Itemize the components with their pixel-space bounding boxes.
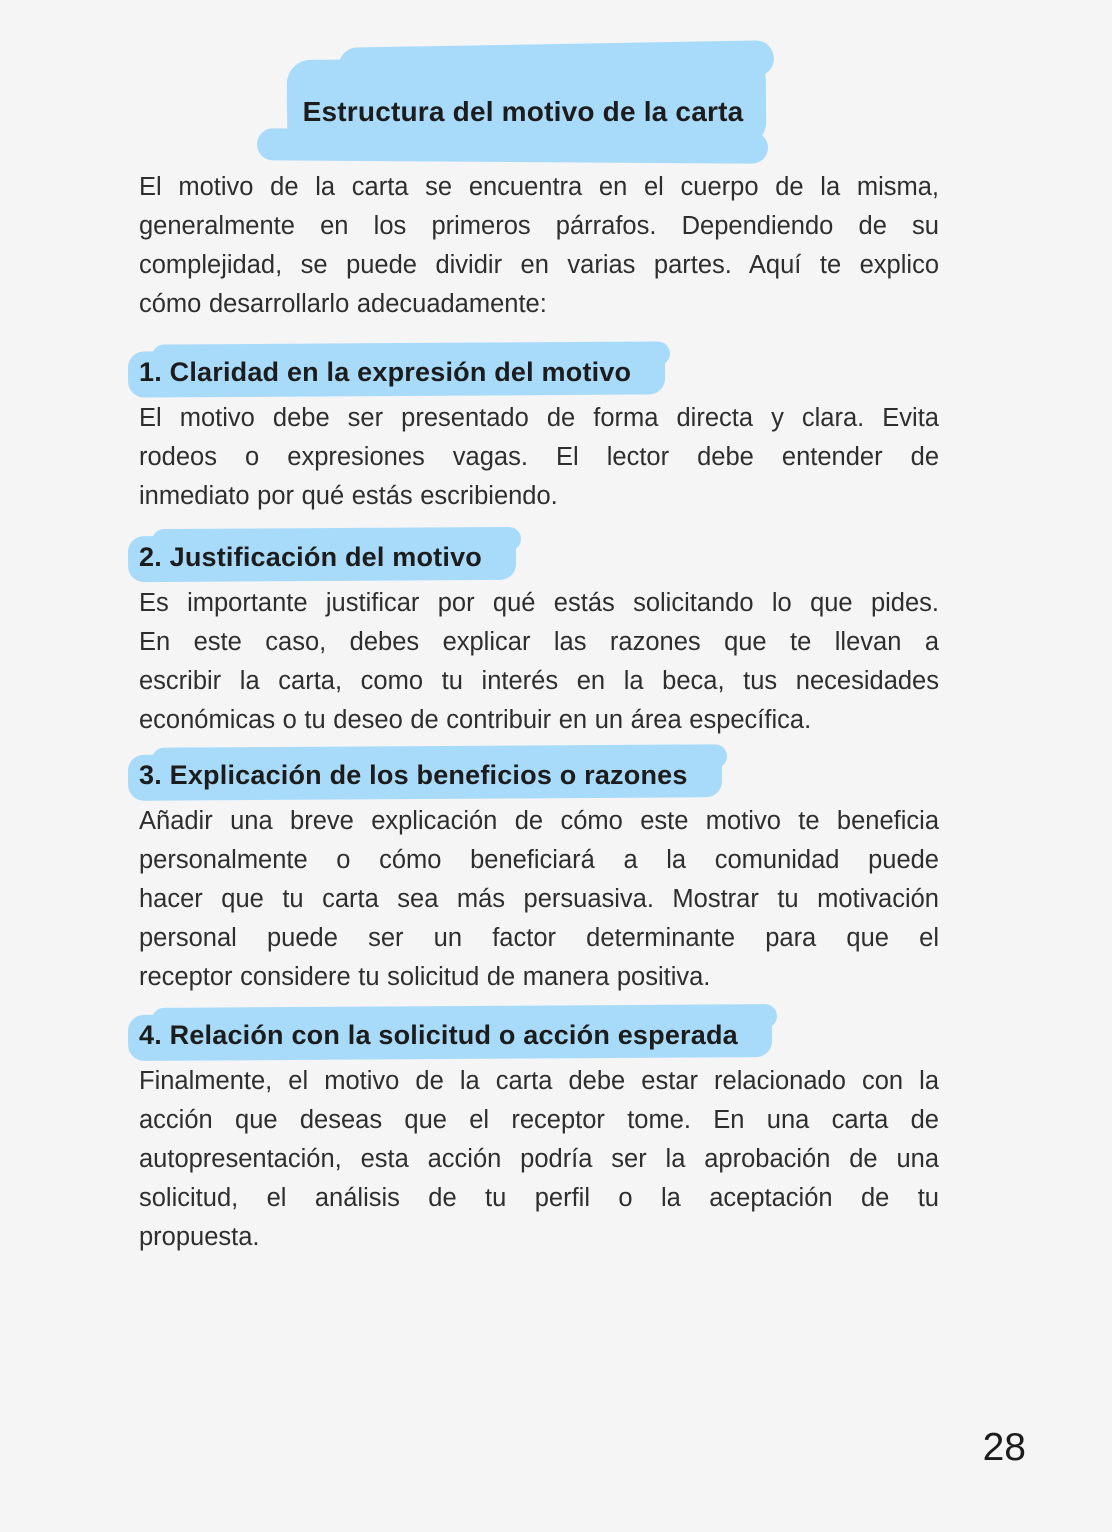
section-3-body [139,802,939,997]
page-title: Estructura del motivo de la carta [302,96,744,127]
text-line: El motivo debe ser presentado de forma directa y clara. Evita [139,404,939,432]
text-line: generalmente en los primeros párrafos. Dependiendo de su [139,212,939,240]
section-4-heading-row [139,1013,772,1059]
text-line: En este caso, debes explicar las razones que te llevan a [139,628,939,656]
text-line: Es importante justificar por qué estás solicitando lo que pides. [139,589,939,617]
text-line: solicitud, el análisis de tu perfil o la aceptación de tu [139,1184,939,1212]
text-line: Añadir una breve explicación de cómo este motivo te beneficia [139,807,939,835]
intro-paragraph [139,168,939,324]
text-line: Finalmente, el motivo de la carta debe estar relacionado con la [139,1067,939,1095]
text-line: cómo desarrollarlo adecuadamente: [139,290,547,318]
section-3 [139,753,939,997]
text-line: receptor considere tu solicitud de manera positiva. [139,963,711,991]
page-number: 28 [982,1426,1026,1469]
text-line: complejidad, se puede dividir en varias partes. Aquí te explico [139,251,939,279]
text-line: hacer que tu carta sea más persuasiva. Mostrar tu motivación [139,885,939,913]
text-line: personalmente o cómo beneficiará a la comunidad puede [139,846,939,874]
text-line: acción que deseas que el receptor tome. En una carta de [139,1106,939,1134]
text-line: personal puede ser un factor determinante para que el [139,924,939,952]
section-1-body [139,399,939,516]
text-line: rodeos o expresiones vagas. El lector debe entender de [139,443,939,471]
section-1 [139,350,939,516]
text-line: El motivo de la carta se encuentra en el cuerpo de la misma, [139,173,939,201]
section-4 [139,1013,939,1257]
text-line: inmediato por qué estás escribiendo. [139,482,558,510]
section-1-heading-row [139,350,665,396]
page-title-block [303,92,744,132]
section-3-heading-row [139,753,722,799]
text-line: escribir la carta, como tu interés en la beca, tus necesidades [139,667,939,695]
text-line: propuesta. [139,1223,260,1251]
section-1-heading: 1. Claridad en la expresión del motivo [128,350,665,396]
section-2-body [139,584,939,740]
title-highlight-stroke [257,128,768,164]
section-2-heading: 2. Justificación del motivo [128,535,516,581]
text-line: autopresentación, esta acción podría ser la aprobación de una [139,1145,939,1173]
text-line: económicas o tu deseo de contribuir en un área específica. [139,706,812,734]
section-2 [139,535,939,740]
section-4-body [139,1062,939,1257]
section-3-heading: 3. Explicación de los beneficios o razones [128,753,722,799]
section-4-heading: 4. Relación con la solicitud o acción esperada [128,1013,772,1059]
document-page [0,92,939,1257]
section-2-heading-row [139,535,516,581]
